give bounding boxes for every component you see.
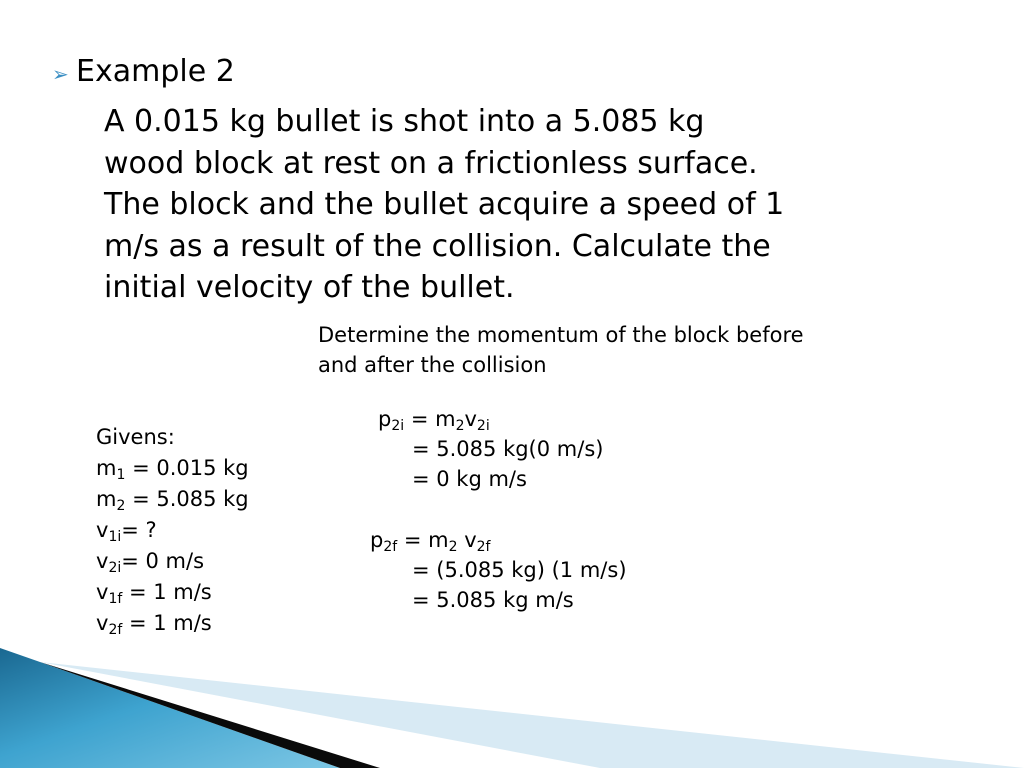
slide-heading: Example 2 [76, 54, 235, 89]
givens-list [96, 422, 249, 639]
givens-title: Givens: [96, 425, 175, 449]
equation-step: = 5.085 kg(0 m/s) [412, 437, 604, 461]
problem-line: The block and the bullet acquire a speed of 1 [104, 187, 785, 222]
given-v1f: $v_{1f} = 1$ m/s [96, 580, 212, 607]
equation-step: = 5.085 kg m/s [412, 588, 574, 612]
problem-line: m/s as a result of the collision. Calculate the [104, 228, 771, 264]
problem-line: wood block at rest on a frictionless surface. [104, 145, 758, 181]
note-line: Determine the momentum of the block before [318, 323, 804, 347]
equation-line: $p_{2f} = m_2$ $v_{2f}$ [370, 528, 491, 555]
equation-step: = (5.085 kg) (1 m/s) [412, 558, 627, 582]
problem-line: A 0.015 kg bullet is shot into a 5.085 kg [104, 104, 705, 139]
given-v2i: $v_{2i}= 0$ m/s [96, 549, 205, 576]
given-m2: $m_2 = 5.085$ kg [96, 487, 249, 514]
note-line: and after the collision [318, 353, 547, 377]
instruction-note [318, 320, 804, 380]
momentum-before-calculation [378, 404, 603, 494]
bullet-arrow-icon: ➢ [52, 62, 69, 86]
given-m1: $m_1 = 0.015$ kg [96, 456, 249, 483]
given-v2f: $v_{2f} = 1$ m/s [96, 611, 212, 638]
problem-statement [104, 101, 984, 309]
equation-step: = 0 kg m/s [412, 467, 527, 491]
problem-line: initial velocity of the bullet. [104, 270, 515, 305]
decorative-wave-banner [0, 640, 1024, 768]
momentum-after-calculation [370, 525, 627, 615]
given-v1i: $v_{1i}=$ ? [96, 518, 157, 545]
equation-line: $p_{2i} = m_2v_{2i}$ [378, 407, 490, 434]
